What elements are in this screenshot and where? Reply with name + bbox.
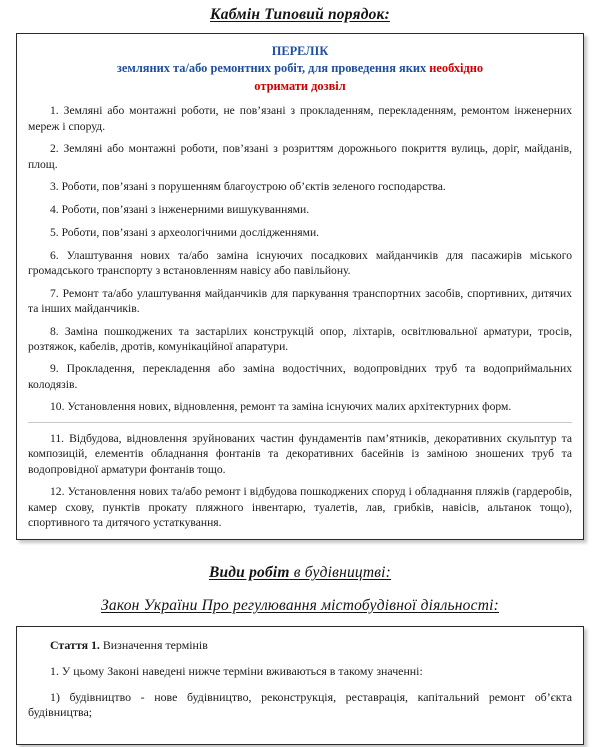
permit-list-title-line2-blue: земляних та/або ремонтних робіт, для проведення яких	[116, 61, 430, 76]
article-label: Стаття 1.	[50, 638, 100, 653]
list-item: 2. Земляні або монтажні роботи, пов’язані з розриттям дорожнього покриття вулиць, доріг, майданів, площ.	[28, 142, 572, 171]
page-title-kabmin-text: Кабмін Типовий порядок:	[210, 6, 390, 23]
list-item: 7. Ремонт та/або улаштування майданчиків для паркування транспортних засобів, спортивних, дитячих та інших майданчиків.	[28, 286, 572, 315]
title-spacer	[0, 25, 600, 33]
permit-list-box	[16, 33, 584, 540]
list-item: 4. Роботи, пов’язані з інженерними вишукуваннями.	[50, 203, 310, 217]
list-item: 3. Роботи, пов’язані з порушенням благоустрою об’єктів зеленого господарства.	[50, 180, 446, 194]
list-item: 5. Роботи, пов’язані з археологічними дослідженнями.	[50, 225, 320, 239]
works-types-light: в будівництві:	[289, 564, 392, 582]
article-heading	[28, 638, 572, 654]
list-item: 6. Улаштування нових та/або заміна існуючих посадкових майданчиків для пасажирів міського громадського транспорту з встановленням навісу або павільйону.	[28, 248, 572, 277]
section-spacer	[0, 540, 600, 560]
permit-list-title	[44, 43, 556, 96]
works-types-strong: Види робіт	[208, 564, 290, 582]
permit-list-title-line3: отримати дозвіл	[254, 78, 346, 93]
law-excerpt-box	[16, 626, 584, 745]
list-item: 8. Заміна пошкоджених та застарілих конструкцій опор, ліхтарів, освітлювальної арматури, тросів, розтяжок, кабелів, дротів, комунікаційної апаратури.	[28, 324, 572, 353]
law-paragraph: 1. У цьому Законі наведені нижче терміни вживаються в такому значенні:	[50, 663, 423, 678]
law-excerpt-box-inner	[17, 627, 583, 744]
permit-list-title-line1: ПЕРЕЛІК	[271, 43, 329, 58]
permit-list-title-line2	[44, 60, 556, 78]
list-item: 11. Відбудова, відновлення зруйнованих частин фундаментів пам’ятників, декоративних скульптур та композицій, елементів обладнання фонтанів та декоративних басейнів із заміною зношених труб та водопровідної арматури фонтанів тощо.	[28, 432, 572, 476]
page-title-law-text: Закон України Про регулювання містобудівної діяльності:	[101, 596, 499, 614]
article-title: Визначення термінів	[99, 638, 208, 653]
law-paragraph: 1) будівництво - нове будівництво, реконструкція, реставрація, капітальний ремонт об’єкта будівництва;	[28, 689, 572, 720]
list-item: 9. Прокладення, перекладення або заміна водостічних, водопровідних труб та водоприймальних колодязів.	[28, 362, 572, 391]
page-title-works-types	[0, 564, 600, 583]
list-item: 12. Установлення нових та/або ремонт і відбудова пошкоджених споруд і обладнання пляжів (гардеробів, камер схову, пунктів прокату пляжного інвентарю, туалетів, лав, грибків, навісів, альтанок тощо), спортивного та дитячого устаткування.	[28, 485, 572, 529]
page-title-law	[0, 597, 600, 616]
permit-list-box-inner	[17, 34, 583, 539]
section-divider	[28, 422, 572, 423]
list-item: 10. Установлення нових, відновлення, ремонт та заміна існуючих малих архітектурних форм.	[50, 400, 512, 414]
page-title-kabmin	[0, 0, 600, 25]
page-title-works-types-text	[209, 564, 391, 581]
permit-list-title-line2-red: необхідно	[429, 61, 484, 76]
list-item: 1. Земляні або монтажні роботи, не пов’язані з прокладенням, перекладенням, ремонтом інженерних мереж і споруд.	[28, 104, 572, 133]
